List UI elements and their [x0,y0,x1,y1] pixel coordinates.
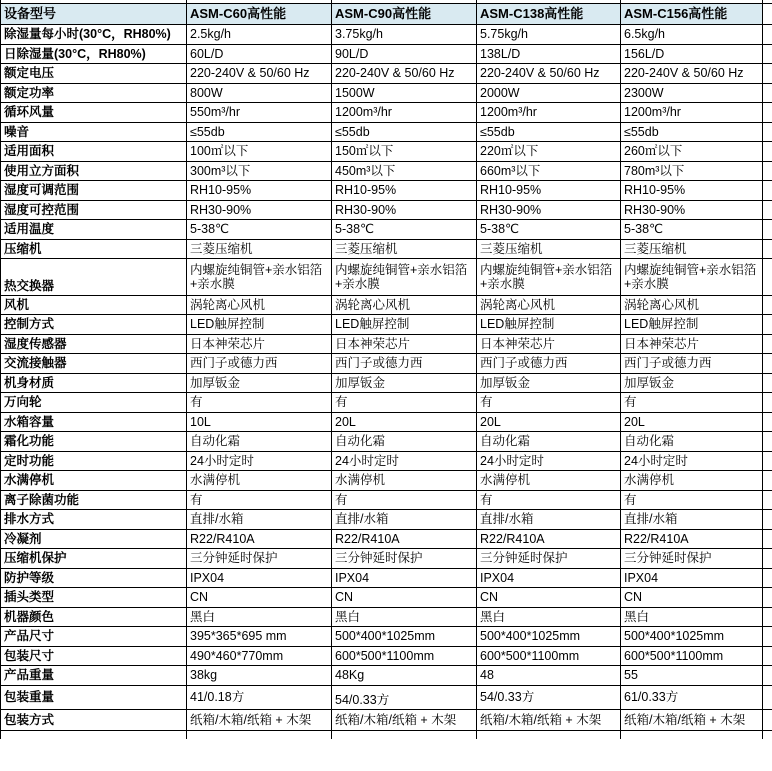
table-row [1,83,772,103]
table-row [1,646,772,666]
empty-cell [763,64,772,84]
spec-cell: 48 [477,666,621,686]
row-label: 产品重量 [1,666,187,686]
spec-cell: 自动化霜 [332,432,477,452]
spec-cell: 加厚钣金 [332,373,477,393]
column-header-asm-c156: ASM-C156高性能 [621,3,763,25]
table-row [1,588,772,608]
spec-cell: 日本神荣芯片 [187,334,332,354]
spec-cell: 水满停机 [332,471,477,491]
spec-cell: 5-38℃ [477,220,621,240]
table-row [1,471,772,491]
empty-cell [763,607,772,627]
spec-cell: 100㎡以下 [187,142,332,162]
row-label: 包装方式 [1,709,187,731]
spec-cell: 纸箱/木箱/纸箱 + 木架 [477,709,621,731]
spec-cell: 5.75kg/h [477,25,621,45]
spec-cell: 直排/水箱 [621,510,763,530]
row-label: 定时功能 [1,451,187,471]
row-label: 额定电压 [1,64,187,84]
spec-cell: 20L [621,412,763,432]
table-row [1,393,772,413]
spec-cell: 黑白 [477,607,621,627]
spec-cell: 1500W [332,83,477,103]
spec-cell: IPX04 [621,568,763,588]
table-row [1,666,772,686]
spec-cell: 有 [187,490,332,510]
empty-cell [763,103,772,123]
row-label: 冷凝剂 [1,529,187,549]
row-label: 离子除菌功能 [1,490,187,510]
spec-cell: ≤55db [621,122,763,142]
row-label: 万向轮 [1,393,187,413]
table-row [1,432,772,452]
spec-cell: 三分钟延时保护 [187,549,332,569]
empty-cell [763,122,772,142]
spec-cell: 138L/D [477,44,621,64]
table-row [1,529,772,549]
empty-cell [763,490,772,510]
spec-cell: 西门子或德力西 [621,354,763,374]
empty-cell [763,354,772,374]
table-row [1,122,772,142]
spec-cell: 6.5kg/h [621,25,763,45]
spec-cell: 水满停机 [187,471,332,491]
spec-cell: CN [621,588,763,608]
partial-row-bottom [1,731,772,739]
row-label: 压缩机保护 [1,549,187,569]
spec-cell: 20L [332,412,477,432]
spec-cell: LED触屏控制 [187,315,332,335]
header-row [1,3,772,25]
empty-cell [763,510,772,530]
row-label: 压缩机 [1,239,187,259]
spec-cell: RH10-95% [477,181,621,201]
spec-cell: 涡轮离心风机 [621,295,763,315]
spec-cell: 600*500*1100mm [332,646,477,666]
spec-cell: 90L/D [332,44,477,64]
column-header-asm-c90: ASM-C90高性能 [332,3,477,25]
spec-cell: 220-240V & 50/60 Hz [187,64,332,84]
table-row [1,568,772,588]
spec-cell: 54/0.33方 [477,685,621,709]
spec-cell: 涡轮离心风机 [187,295,332,315]
spec-cell: RH30-90% [477,200,621,220]
row-label: 霜化功能 [1,432,187,452]
spec-cell: 三菱压缩机 [477,239,621,259]
row-label: 湿度可控范围 [1,200,187,220]
spec-cell: RH30-90% [332,200,477,220]
column-header-asm-c60: ASM-C60高性能 [187,3,332,25]
table-row [1,607,772,627]
spec-cell: 涡轮离心风机 [332,295,477,315]
spec-cell: 24小时定时 [187,451,332,471]
empty-cell [763,412,772,432]
row-label: 湿度可调范围 [1,181,187,201]
spec-cell: RH10-95% [621,181,763,201]
spec-cell: 自动化霜 [621,432,763,452]
spec-cell: 西门子或德力西 [332,354,477,374]
spec-cell: 直排/水箱 [332,510,477,530]
spec-cell: R22/R410A [477,529,621,549]
row-label: 适用面积 [1,142,187,162]
spec-cell: 自动化霜 [477,432,621,452]
empty-cell [763,239,772,259]
table-row [1,709,772,731]
row-label: 噪音 [1,122,187,142]
row-label: 额定功率 [1,83,187,103]
row-label: 热交换器 [1,259,187,296]
spec-cell: ≤55db [187,122,332,142]
empty-cell [763,393,772,413]
spec-cell: 内螺旋纯铜管+亲水铝箔+亲水膜 [187,259,332,296]
spec-cell: 5-38℃ [332,220,477,240]
spec-cell: LED触屏控制 [332,315,477,335]
spec-cell: 220-240V & 50/60 Hz [332,64,477,84]
table-row [1,354,772,374]
spec-cell: ≤55db [477,122,621,142]
table-row [1,490,772,510]
spec-cell: 780m³以下 [621,161,763,181]
row-label: 交流接触器 [1,354,187,374]
row-label: 使用立方面积 [1,161,187,181]
spec-cell: 水满停机 [621,471,763,491]
spec-cell: 直排/水箱 [477,510,621,530]
spec-cell: 黑白 [621,607,763,627]
spec-cell: 西门子或德力西 [477,354,621,374]
spec-cell: 450m³以下 [332,161,477,181]
spec-cell: 三分钟延时保护 [477,549,621,569]
spec-cell: 有 [332,490,477,510]
empty-cell [763,181,772,201]
spec-cell: CN [477,588,621,608]
spec-cell: 41/0.18方 [187,685,332,709]
table-row [1,181,772,201]
spec-cell: 日本神荣芯片 [621,334,763,354]
spec-cell: 纸箱/木箱/纸箱 + 木架 [621,709,763,731]
spec-cell: 61/0.33方 [621,685,763,709]
empty-cell [763,471,772,491]
empty-cell [763,373,772,393]
spec-cell: 日本神荣芯片 [332,334,477,354]
table-row [1,239,772,259]
empty-cell [763,161,772,181]
spec-cell: RH10-95% [187,181,332,201]
spec-cell: 10L [187,412,332,432]
empty-cell [763,666,772,686]
spec-cell: 500*400*1025mm [332,627,477,647]
table-row [1,25,772,45]
table-row [1,220,772,240]
spec-cell: 24小时定时 [621,451,763,471]
empty-cell [763,142,772,162]
spec-cell: 日本神荣芯片 [477,334,621,354]
table-row [1,295,772,315]
spec-cell: 220-240V & 50/60 Hz [477,64,621,84]
table-row [1,334,772,354]
empty-cell [763,568,772,588]
row-label: 排水方式 [1,510,187,530]
row-label: 湿度传感器 [1,334,187,354]
spec-cell: 395*365*695 mm [187,627,332,647]
row-label: 插头类型 [1,588,187,608]
spec-cell: 600*500*1100mm [477,646,621,666]
empty-cell [763,432,772,452]
empty-cell [763,259,772,296]
spec-cell: 660m³以下 [477,161,621,181]
spec-cell: 500*400*1025mm [477,627,621,647]
spec-cell: 220㎡以下 [477,142,621,162]
spec-cell: 加厚钣金 [477,373,621,393]
spec-cell: 直排/水箱 [187,510,332,530]
spec-cell: 有 [477,490,621,510]
row-label: 包装重量 [1,685,187,709]
spec-cell: 三菱压缩机 [621,239,763,259]
empty-cell [763,627,772,647]
table-row [1,451,772,471]
empty-cell [763,220,772,240]
row-label: 风机 [1,295,187,315]
spec-cell: 加厚钣金 [187,373,332,393]
spec-cell: 48Kg [332,666,477,686]
spec-cell: 24小时定时 [477,451,621,471]
table-row [1,142,772,162]
spec-cell: 55 [621,666,763,686]
table-row [1,373,772,393]
spec-cell: 600*500*1100mm [621,646,763,666]
spec-cell: 内螺旋纯铜管+亲水铝箔+亲水膜 [477,259,621,296]
spec-cell: 内螺旋纯铜管+亲水铝箔+亲水膜 [621,259,763,296]
empty-cell [763,200,772,220]
spec-cell: 纸箱/木箱/纸箱 + 木架 [332,709,477,731]
row-label: 循环风量 [1,103,187,123]
empty-cell [763,295,772,315]
empty-cell [187,731,332,739]
spec-cell: IPX04 [332,568,477,588]
spec-cell: 自动化霜 [187,432,332,452]
spec-cell: 220-240V & 50/60 Hz [621,64,763,84]
spec-cell: IPX04 [477,568,621,588]
spec-cell: 150㎡以下 [332,142,477,162]
column-header-device-model: 设备型号 [1,3,187,25]
row-label: 除湿量每小时(30°C，RH80%) [1,25,187,45]
empty-cell [332,731,477,739]
spec-cell: 有 [477,393,621,413]
table-row [1,549,772,569]
empty-cell [763,685,772,709]
spec-cell: 5-38℃ [187,220,332,240]
empty-cell [763,529,772,549]
row-label: 防护等级 [1,568,187,588]
spec-cell: 1200m³/hr [621,103,763,123]
spec-cell: 三分钟延时保护 [332,549,477,569]
empty-cell [763,646,772,666]
spec-cell: 2.5kg/h [187,25,332,45]
table-row [1,44,772,64]
table-row [1,627,772,647]
table-row [1,200,772,220]
spec-cell: 西门子或德力西 [187,354,332,374]
row-label: 适用温度 [1,220,187,240]
spec-cell: 490*460*770mm [187,646,332,666]
spec-cell: 2300W [621,83,763,103]
spec-cell: R22/R410A [621,529,763,549]
spec-cell: 水满停机 [477,471,621,491]
spec-cell: 550m³/hr [187,103,332,123]
spec-cell: 有 [332,393,477,413]
spec-cell: 黑白 [187,607,332,627]
spec-cell: IPX04 [187,568,332,588]
spec-cell: 260㎡以下 [621,142,763,162]
spec-cell: 156L/D [621,44,763,64]
spec-cell: 三菱压缩机 [187,239,332,259]
table-row [1,103,772,123]
spec-cell: RH30-90% [621,200,763,220]
empty-cell [763,315,772,335]
spec-cell: 1200m³/hr [332,103,477,123]
row-label: 机器颜色 [1,607,187,627]
spec-cell: 5-38℃ [621,220,763,240]
table-row [1,259,772,296]
row-label: 日除湿量(30°C，RH80%) [1,44,187,64]
spec-cell: 有 [621,490,763,510]
row-label: 产品尺寸 [1,627,187,647]
spec-cell: R22/R410A [187,529,332,549]
row-label: 水满停机 [1,471,187,491]
empty-cell [763,334,772,354]
empty-cell [763,549,772,569]
spec-cell: 涡轮离心风机 [477,295,621,315]
spec-cell: 纸箱/木箱/纸箱 + 木架 [187,709,332,731]
spec-cell: R22/R410A [332,529,477,549]
row-label: 机身材质 [1,373,187,393]
spec-cell: 有 [187,393,332,413]
spec-cell: 三菱压缩机 [332,239,477,259]
spec-cell: 内螺旋纯铜管+亲水铝箔+亲水膜 [332,259,477,296]
spec-cell: 加厚钣金 [621,373,763,393]
spec-cell: 300m³以下 [187,161,332,181]
row-label: 水箱容量 [1,412,187,432]
spec-cell: 20L [477,412,621,432]
spec-cell: 38kg [187,666,332,686]
spec-cell: 1200m³/hr [477,103,621,123]
spec-cell: RH30-90% [187,200,332,220]
empty-cell [763,588,772,608]
column-header-asm-c138: ASM-C138高性能 [477,3,621,25]
spec-cell: 54/0.33方 [332,685,477,709]
table-row [1,315,772,335]
empty-cell [621,731,763,739]
spec-cell: 黑白 [332,607,477,627]
row-label: 包装尺寸 [1,646,187,666]
table-row [1,412,772,432]
row-label: 控制方式 [1,315,187,335]
spec-cell: LED触屏控制 [621,315,763,335]
spec-cell: CN [332,588,477,608]
table-row [1,685,772,709]
spec-cell: 60L/D [187,44,332,64]
empty-cell [763,709,772,731]
spec-cell: CN [187,588,332,608]
spec-cell: 有 [621,393,763,413]
spec-cell: 2000W [477,83,621,103]
spec-cell: RH10-95% [332,181,477,201]
empty-cell [763,25,772,45]
spec-cell: 3.75kg/h [332,25,477,45]
empty-cell [477,731,621,739]
empty-cell [763,731,772,739]
spec-cell: 800W [187,83,332,103]
empty-cell [763,83,772,103]
empty-cell [763,451,772,471]
spec-cell: 24小时定时 [332,451,477,471]
spec-cell: 三分钟延时保护 [621,549,763,569]
table-row [1,64,772,84]
table-row [1,161,772,181]
empty-cell [763,3,772,25]
empty-cell [763,44,772,64]
empty-cell [1,731,187,739]
spec-cell: 500*400*1025mm [621,627,763,647]
spec-cell: ≤55db [332,122,477,142]
spec-cell: LED触屏控制 [477,315,621,335]
table-row [1,510,772,530]
